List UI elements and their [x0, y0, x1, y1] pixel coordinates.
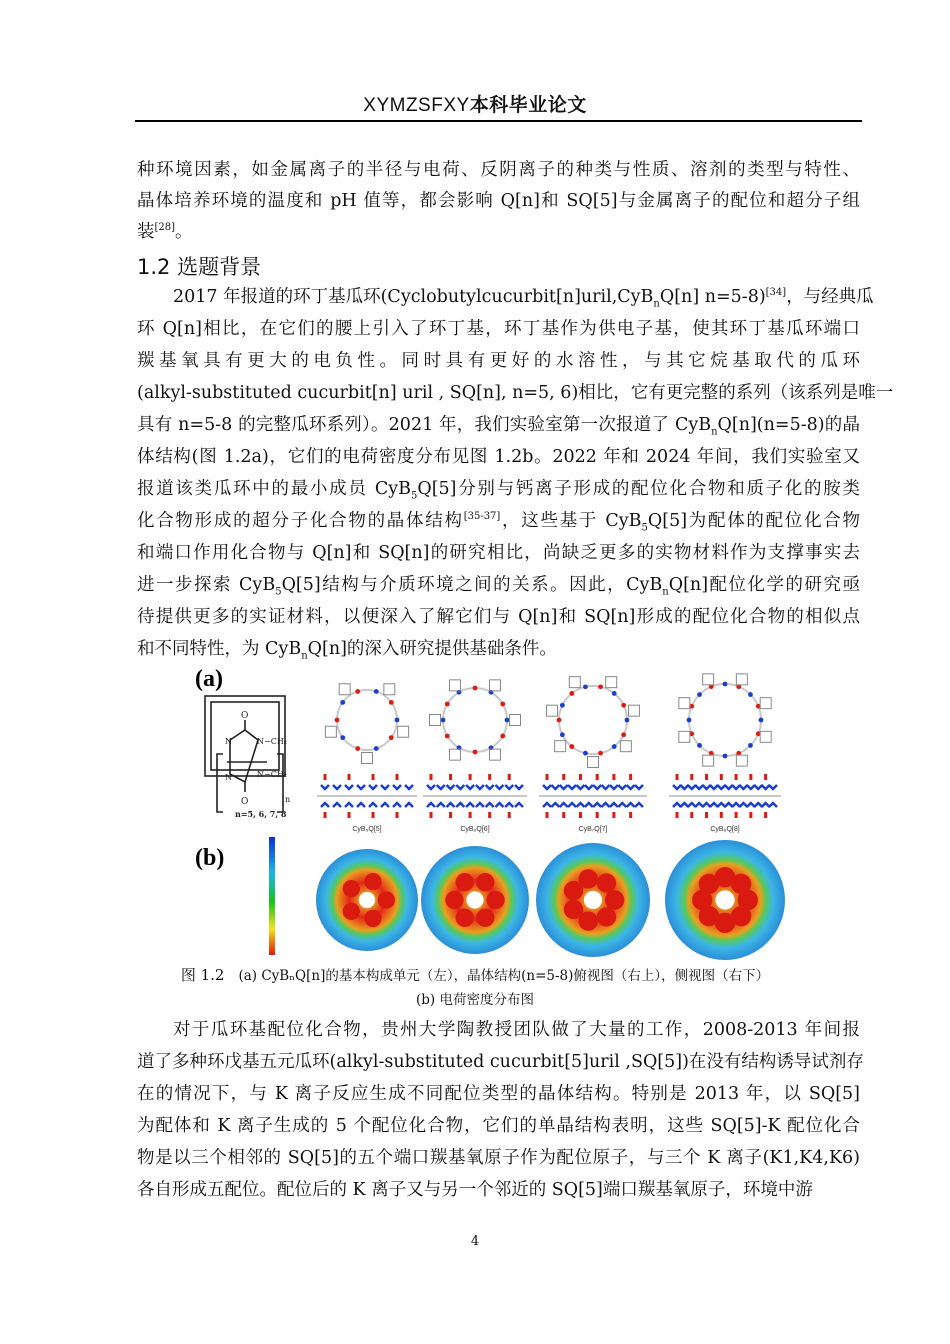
carbonyl-oxygen-sphere — [343, 903, 360, 920]
cyclobutyl-ring — [490, 749, 501, 760]
atom — [697, 743, 702, 748]
cyclobutyl-ring — [628, 705, 639, 716]
figure-caption-line-1 — [0, 964, 950, 985]
text-line — [137, 156, 860, 184]
oxygen-atom — [348, 774, 351, 780]
text-line — [173, 283, 874, 311]
text-run: 待提供更多的实证材料，以便深入了解它们与 Q[n]和 SQ[n]形成的配位化合物的相似点 — [137, 607, 860, 627]
atom — [374, 689, 379, 694]
oxygen-atom — [676, 812, 679, 818]
oxygen-atom — [562, 812, 565, 818]
text-run: 。 — [175, 222, 193, 242]
text-line — [137, 1112, 860, 1140]
text-line — [137, 1144, 860, 1172]
atom — [473, 686, 478, 691]
cyclobutyl-ring — [620, 741, 631, 752]
header-title-en: XYMZSFXY — [363, 95, 470, 116]
header-title-zh: 本科毕业论文 — [469, 94, 587, 116]
subscript: n — [653, 298, 660, 310]
oxygen-atom — [749, 774, 752, 780]
subscript: 5 — [275, 586, 282, 598]
atom — [389, 735, 394, 740]
text-run: 体结构(图 1.2a)，它们的电荷密度分布见图 1.2b。2022 年和 2024 年间，我们实验室又 — [137, 447, 860, 467]
text-run: (alkyl-substituted cucurbit[n] uril , SQ[n], n=5, 6)相比，它有更完整的系列（该系列是唯一 — [137, 383, 894, 403]
atom — [583, 684, 588, 689]
figure-number: 图 1.2 — [180, 966, 225, 984]
atom — [445, 702, 450, 707]
carbonyl-oxygen-sphere — [476, 909, 494, 927]
atom — [697, 692, 702, 697]
text-line — [137, 635, 860, 663]
oxygen-atom — [488, 774, 491, 780]
cyclobutyl-ring — [398, 726, 409, 737]
carbonyl-oxygen-sphere — [445, 891, 463, 909]
atom — [340, 700, 345, 705]
page-number: 4 — [470, 1234, 480, 1249]
citation: [28] — [154, 222, 176, 234]
text-line — [137, 475, 860, 503]
text-line — [137, 539, 860, 567]
text-run: 羰基氧具有更大的电负性。同时具有更好的水溶性，与其它烷基取代的瓜环 — [137, 351, 860, 371]
oxygen-atom — [579, 812, 582, 818]
cavity — [466, 891, 483, 908]
oxygen-atom — [735, 812, 738, 818]
oxygen-atom — [546, 774, 549, 780]
text-run: Q[5]分别与钙离子形成的配位化合物和质子化的胺类 — [417, 479, 860, 499]
cyclobutyl-ring — [736, 755, 747, 766]
carbonyl-oxygen-sphere — [476, 873, 494, 891]
oxygen-atom — [324, 812, 327, 818]
carbonyl-oxygen-sphere — [378, 891, 395, 908]
text-run: 和端口作用化合物与 Q[n]和 SQ[n]的研究相比，尚缺乏更多的实物材料作为支撑事实去 — [137, 543, 860, 563]
text-run: 对于瓜环基配位化合物，贵州大学陶教授团队做了大量的工作，2008-2013 年间报 — [173, 1020, 860, 1040]
atom — [621, 703, 626, 708]
oxygen-atom — [396, 774, 399, 780]
cyclobutyl-ring — [703, 755, 714, 766]
atom — [500, 702, 505, 707]
oxygen-atom — [596, 812, 599, 818]
cyclobutyl-ring — [569, 677, 580, 688]
oxygen-atom — [629, 774, 632, 780]
text-line — [137, 1176, 860, 1204]
oxygen-atom — [764, 774, 767, 780]
atom — [500, 734, 505, 739]
cyclobutyl-ring — [703, 674, 714, 685]
cyclobutyl-ring — [362, 753, 373, 764]
text-run: Q[5]为配体的配位化合物 — [647, 511, 861, 531]
oxygen-atom — [720, 812, 723, 818]
cyclobutyl-ring — [606, 677, 617, 688]
oxygen-atom — [629, 812, 632, 818]
oxygen-atom — [469, 812, 472, 818]
oxygen-atom — [705, 774, 708, 780]
atom — [598, 684, 603, 689]
atom — [395, 718, 400, 723]
oxygen-atom — [596, 774, 599, 780]
carbonyl-oxygen-sphere — [486, 891, 504, 909]
section-heading: 1.2 选题背景 — [137, 255, 262, 279]
caption-text: (a) CyBₙQ[n]的基本构成单元（左），晶体结构(n=5-8)俯视图（右上），侧视图（右下） — [238, 968, 770, 984]
carbonyl-oxygen-sphere — [597, 907, 616, 926]
oxygen-atom — [488, 812, 491, 818]
atom — [723, 682, 728, 687]
text-line — [137, 603, 860, 631]
subscript: 5 — [410, 490, 418, 502]
atom — [505, 718, 510, 723]
figure-1-2 — [195, 662, 810, 962]
carbonyl-oxygen-sphere — [364, 910, 381, 927]
carbonyl-oxygen-sphere — [456, 873, 474, 891]
oxygen-atom — [372, 812, 375, 818]
text-run: Q[n] n=5-8) — [659, 287, 766, 307]
atom — [560, 732, 565, 737]
atom — [557, 718, 562, 723]
atom — [445, 734, 450, 739]
atom — [687, 718, 692, 723]
ch2-label: N−CH₂ — [257, 737, 288, 746]
cyclobutyl-ring — [736, 674, 747, 685]
text-line — [137, 1080, 860, 1108]
nitrogen-label: N — [225, 773, 232, 782]
oxygen-atom — [612, 774, 615, 780]
cyclobutyl-ring — [450, 680, 461, 691]
atom — [560, 703, 565, 708]
text-line — [137, 379, 894, 407]
cyclobutyl-ring — [510, 715, 521, 726]
top-view-ring — [559, 686, 627, 754]
text-line — [137, 347, 860, 375]
text-run: 种环境因素，如金属离子的半径与电荷、反阴离子的种类与性质、溶剂的类型与特性、 — [137, 160, 860, 180]
cavity — [715, 890, 734, 909]
structure-label: CyB₆Q[6] — [460, 826, 490, 833]
atom — [723, 754, 728, 759]
carbonyl-oxygen-sphere — [364, 873, 381, 890]
oxygen-atom — [690, 774, 693, 780]
carbonyl-oxygen-sphere — [731, 874, 751, 894]
oxygen-atom — [372, 774, 375, 780]
oxygen-label: O — [241, 711, 249, 721]
n-subscript: n — [285, 795, 291, 804]
text-run: ，这些基于 CyB — [500, 511, 642, 531]
text-run: 化合物形成的超分子化合物的晶体结构 — [137, 511, 464, 531]
oxygen-atom — [546, 812, 549, 818]
text-run: Q[5]结构与介质环境之间的关系。因此，CyB — [281, 575, 663, 595]
panel-a-label: (a) — [195, 666, 223, 692]
repeat-unit-structure — [205, 696, 290, 819]
oxygen-atom — [612, 812, 615, 818]
carbonyl-oxygen-sphere — [564, 900, 583, 919]
text-run: 2017 年报道的环丁基瓜环(Cyclobutylcucurbit[n]uril,CyB — [173, 287, 654, 307]
oxygen-atom — [690, 812, 693, 818]
oxygen-atom — [508, 812, 511, 818]
cyclobutyl-ring — [384, 684, 395, 695]
oxygen-atom — [562, 774, 565, 780]
cyclobutyl-ring — [490, 680, 501, 691]
nitrogen-label: N — [225, 737, 232, 746]
cyclobutyl-ring — [679, 731, 690, 742]
oxygen-atom — [396, 812, 399, 818]
carbonyl-oxygen-sphere — [343, 880, 360, 897]
atom — [340, 735, 345, 740]
text-run: ，与经典瓜 — [786, 287, 874, 307]
atom — [612, 744, 617, 749]
atom — [389, 700, 394, 705]
atom — [441, 718, 446, 723]
atom — [335, 718, 340, 723]
text-run: 进一步探索 CyB — [137, 575, 276, 595]
text-line — [137, 507, 860, 535]
top-view-ring — [443, 688, 507, 752]
cyclobutyl-ring — [430, 715, 441, 726]
cyclobutyl-ring — [679, 698, 690, 709]
text-run: 各自形成五配位。配位后的 K 离子又与另一个邻近的 SQ[5]端口羰基氧原子，环境中游 — [137, 1180, 813, 1200]
text-run: 晶体培养环境的温度和 pH 值等，都会影响 Q[n]和 SQ[5]与金属离子的配位和超分子组 — [137, 191, 860, 211]
cyclobutyl-ring — [325, 726, 336, 737]
subscript: n — [662, 586, 669, 598]
cyclobutyl-ring — [760, 731, 771, 742]
text-run: 环 Q[n]相比，在它们的腰上引入了环丁基，环丁基作为供电子基，使其环丁基瓜环端口 — [137, 319, 860, 339]
cyclobutyl-ring — [339, 684, 350, 695]
text-line — [173, 1016, 860, 1044]
top-view-ring — [337, 690, 397, 750]
oxygen-atom — [449, 812, 452, 818]
text-line — [137, 218, 860, 246]
atom — [759, 718, 764, 723]
atom — [625, 718, 630, 723]
carbonyl-oxygen-sphere — [578, 869, 597, 888]
header-rule — [135, 120, 862, 122]
atom — [355, 746, 360, 751]
oxygen-atom — [676, 774, 679, 780]
text-line — [137, 571, 860, 599]
oxygen-atom — [430, 774, 433, 780]
text-run: 为配体和 K 离子生成的 5 个配位化合物，它们的单晶结构表明，这些 SQ[5]-K 配位化合 — [137, 1116, 860, 1136]
oxygen-atom — [735, 774, 738, 780]
text-run: 装 — [137, 222, 155, 242]
oxygen-atom — [324, 774, 327, 780]
cyclobutyl-ring — [547, 705, 558, 716]
text-run: Q[n]配位化学的研究亟 — [668, 575, 860, 595]
text-run: 具有 n=5-8 的完整瓜环系列）。2021 年，我们实验室第一次报道了 CyB — [137, 415, 712, 435]
color-scale-bar — [269, 837, 275, 955]
oxygen-atom — [348, 812, 351, 818]
cavity — [359, 892, 375, 908]
oxygen-atom — [705, 812, 708, 818]
oxygen-atom — [430, 812, 433, 818]
text-run: 和不同特性，为 CyB — [137, 639, 302, 659]
text-line — [137, 1048, 864, 1076]
cyclobutyl-ring — [450, 749, 461, 760]
text-run: 在的情况下，与 K 离子反应生成不同配位类型的晶体结构。特别是 2013 年，以 SQ[5] — [137, 1084, 860, 1104]
panel-b-label: (b) — [195, 845, 225, 871]
text-run: 物是以三个相邻的 SQ[5]的五个端口羰基氧原子作为配位原子，与三个 K 离子(K1,K4,K6) — [137, 1148, 860, 1168]
oxygen-atom — [749, 812, 752, 818]
n-range-label: n=5, 6, 7, 8 — [235, 809, 287, 819]
oxygen-atom — [764, 812, 767, 818]
carbonyl-oxygen-sphere — [597, 873, 616, 892]
oxygen-label: O — [241, 797, 249, 807]
oxygen-atom — [469, 774, 472, 780]
cavity — [584, 891, 602, 909]
text-run: 道了多种环戊基五元瓜环(alkyl-substituted cucurbit[5]uril ,SQ[5])在没有结构诱导试剂存 — [137, 1052, 864, 1072]
atom — [583, 751, 588, 756]
atom — [598, 751, 603, 756]
atom — [569, 744, 574, 749]
text-line — [137, 315, 860, 343]
text-run: Q[n](n=5-8)的晶 — [717, 415, 860, 435]
text-line — [137, 443, 860, 471]
running-header — [0, 90, 950, 117]
structure-label: CyB₅Q[5] — [352, 826, 382, 833]
atom — [748, 692, 753, 697]
citation: [35-37] — [463, 511, 501, 523]
atom — [612, 691, 617, 696]
atom — [621, 732, 626, 737]
structure-label: CyB₇Q[7] — [578, 826, 608, 833]
cyclobutyl-ring — [760, 698, 771, 709]
atom — [473, 750, 478, 755]
carbonyl-oxygen-sphere — [456, 909, 474, 927]
oxygen-atom — [720, 774, 723, 780]
text-line — [137, 411, 860, 439]
figure-caption-line-2: (b) 电荷密度分布图 — [416, 992, 534, 1008]
text-run: 报道该类瓜环中的最小成员 CyB — [137, 479, 411, 499]
atom — [569, 691, 574, 696]
atom — [355, 689, 360, 694]
atom — [374, 746, 379, 751]
cyclobutyl-ring — [555, 741, 566, 752]
text-line — [137, 187, 860, 215]
cyclobutyl-ring — [588, 757, 599, 768]
oxygen-atom — [508, 774, 511, 780]
ch2-label: N−CH₂ — [257, 770, 288, 779]
carbonyl-oxygen-sphere — [605, 890, 624, 909]
subscript: n — [711, 426, 718, 438]
oxygen-atom — [449, 774, 452, 780]
structure-label: CyB₈Q[8] — [710, 826, 740, 833]
subscript: n — [301, 650, 308, 662]
text-run: Q[n]的深入研究提供基础条件。 — [307, 639, 557, 659]
oxygen-atom — [579, 774, 582, 780]
subscript: 5 — [641, 522, 648, 534]
atom — [748, 743, 753, 748]
citation: [34] — [765, 287, 787, 299]
